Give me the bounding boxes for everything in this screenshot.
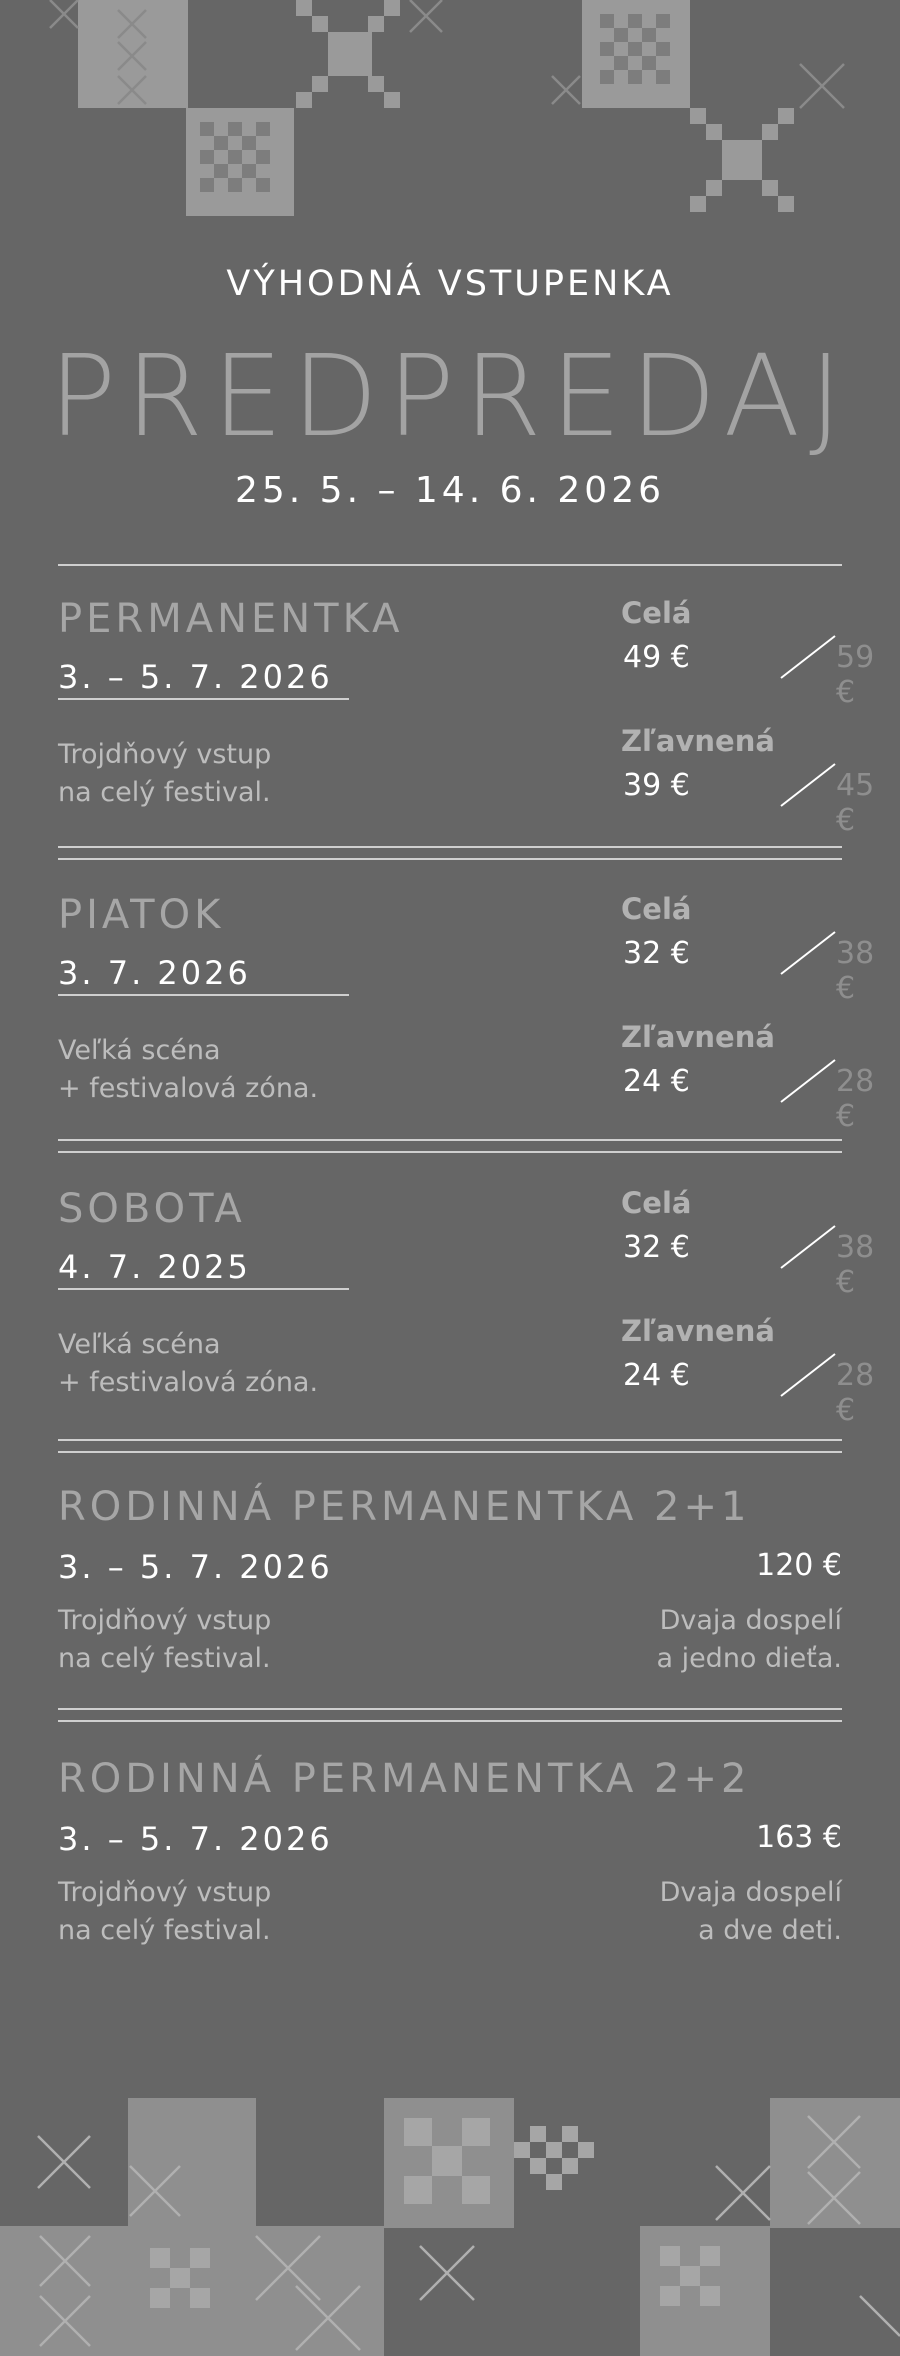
strikethrough-icon xyxy=(779,632,837,682)
divider xyxy=(58,1151,842,1153)
ticket-sobota xyxy=(58,1186,875,1428)
price-label: Zľavnená xyxy=(621,1314,775,1348)
price-divider xyxy=(58,698,349,700)
section-description xyxy=(58,1602,271,1678)
section-title: PERMANENTKA xyxy=(58,596,404,642)
price-divider xyxy=(58,1288,349,1290)
description-line: Trojdňový vstup xyxy=(58,739,272,770)
cross-stitch-pattern-bottom-icon xyxy=(0,2096,900,2356)
page-title: PREDPREDAJ xyxy=(48,332,852,462)
section-description xyxy=(58,1874,271,1950)
strikethrough-icon xyxy=(779,1056,837,1106)
price-old: 45 € xyxy=(836,768,875,838)
divider xyxy=(58,1451,842,1453)
price-label: Zľavnená xyxy=(621,1020,775,1054)
description-line: Trojdňový vstup xyxy=(58,1877,272,1908)
divider xyxy=(58,846,842,848)
ticket-rodinna-2-1 xyxy=(58,1484,842,1684)
description-line: na celý festival. xyxy=(58,777,271,808)
kicker: VÝHODNÁ VSTUPENKA xyxy=(226,264,674,304)
family-composition xyxy=(660,1874,842,1950)
price-label: Celá xyxy=(621,892,692,926)
price-current: 163 € xyxy=(756,1820,842,1855)
price-old: 59 € xyxy=(836,640,875,710)
description-line: + festivalová zóna. xyxy=(58,1367,319,1398)
price-current: 24 € xyxy=(623,1358,690,1393)
section-description xyxy=(58,1326,318,1402)
section-date: 3. – 5. 7. 2026 xyxy=(58,1548,333,1586)
price-old: 28 € xyxy=(836,1064,875,1134)
section-date: 3. 7. 2026 xyxy=(58,954,251,992)
price-label: Celá xyxy=(621,1186,692,1220)
price-current: 32 € xyxy=(623,1230,690,1265)
price-current: 49 € xyxy=(623,640,690,675)
ticket-permanentka xyxy=(58,596,875,838)
family-composition xyxy=(656,1602,842,1678)
section-title: RODINNÁ PERMANENTKA 2+1 xyxy=(58,1484,751,1530)
section-title: PIATOK xyxy=(58,892,225,938)
price-old: 38 € xyxy=(836,1230,875,1300)
strikethrough-icon xyxy=(779,1222,837,1272)
section-date: 4. 7. 2025 xyxy=(58,1248,251,1286)
price-label: Celá xyxy=(621,596,692,630)
section-title: SOBOTA xyxy=(58,1186,246,1232)
composition-line: Dvaja dospelí xyxy=(659,1605,842,1636)
price-old: 38 € xyxy=(836,936,875,1006)
divider xyxy=(58,1708,842,1710)
divider xyxy=(58,1139,842,1141)
strikethrough-icon xyxy=(779,1350,837,1400)
ticket-piatok xyxy=(58,892,875,1134)
composition-line: Dvaja dospelí xyxy=(659,1877,842,1908)
divider xyxy=(58,1439,842,1441)
divider xyxy=(58,564,842,566)
divider xyxy=(58,1720,842,1722)
price-label: Zľavnená xyxy=(621,724,775,758)
description-line: + festivalová zóna. xyxy=(58,1073,319,1104)
composition-line: a dve deti. xyxy=(698,1915,842,1946)
section-description xyxy=(58,1032,318,1108)
section-title: RODINNÁ PERMANENTKA 2+2 xyxy=(58,1756,751,1802)
description-line: na celý festival. xyxy=(58,1643,271,1674)
description-line: Veľká scéna xyxy=(58,1329,221,1360)
description-line: na celý festival. xyxy=(58,1915,271,1946)
price-divider xyxy=(58,994,349,996)
price-old: 28 € xyxy=(836,1358,875,1428)
description-line: Trojdňový vstup xyxy=(58,1605,272,1636)
ticket-rodinna-2-2 xyxy=(58,1756,842,1956)
cross-stitch-pattern-top-icon xyxy=(0,0,900,220)
section-date: 3. – 5. 7. 2026 xyxy=(58,658,333,696)
price-current: 32 € xyxy=(623,936,690,971)
presale-dates: 25. 5. – 14. 6. 2026 xyxy=(234,470,666,511)
price-current: 24 € xyxy=(623,1064,690,1099)
section-date: 3. – 5. 7. 2026 xyxy=(58,1820,333,1858)
price-current: 120 € xyxy=(756,1548,842,1583)
strikethrough-icon xyxy=(779,760,837,810)
divider xyxy=(58,858,842,860)
price-current: 39 € xyxy=(623,768,690,803)
strikethrough-icon xyxy=(779,928,837,978)
description-line: Veľká scéna xyxy=(58,1035,221,1066)
composition-line: a jedno dieťa. xyxy=(656,1643,842,1674)
section-description xyxy=(58,736,271,812)
